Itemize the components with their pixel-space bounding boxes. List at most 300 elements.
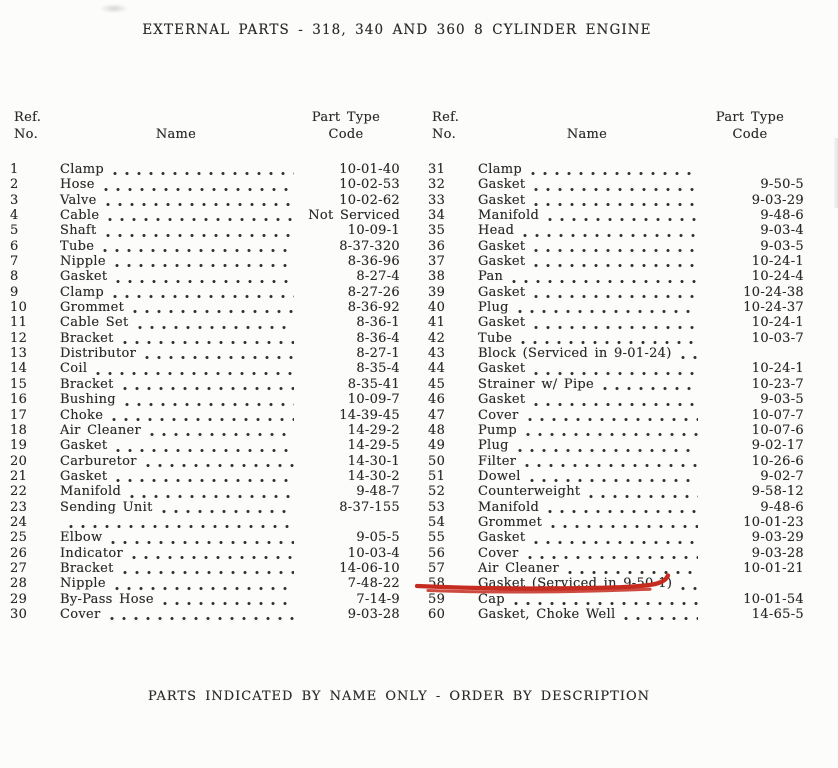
part-name: Plug (478, 438, 509, 454)
table-row (8, 454, 400, 469)
part-name: Gasket (478, 361, 526, 377)
ref-no: 23 (10, 499, 28, 515)
dot-leader (119, 392, 294, 407)
dot-leader (117, 331, 294, 346)
table-row (8, 254, 400, 269)
ref-no: 43 (428, 346, 446, 362)
ref-header-line1: Ref. (432, 110, 460, 125)
ref-no: 28 (10, 576, 28, 592)
table-row (426, 331, 804, 346)
part-name: Gasket (Serviced in 9-50-1) (478, 576, 673, 592)
part-name: Hose (60, 177, 95, 193)
part-type-code: 10-23-7 (751, 376, 804, 392)
part-name: Gasket (478, 530, 526, 546)
ref-no: 24 (10, 514, 28, 530)
part-type-code: 9-05-5 (356, 530, 400, 546)
table-row (8, 208, 400, 223)
part-name: Gasket (478, 177, 526, 193)
table-row (426, 285, 804, 300)
dot-leader (528, 285, 698, 300)
dot-leader (675, 576, 698, 591)
ref-no: 18 (10, 422, 28, 438)
table-row (8, 530, 400, 545)
ref-no: 40 (428, 300, 446, 316)
part-type-code: 9-50-5 (760, 177, 804, 193)
part-name: Cable (60, 208, 100, 224)
table-row (8, 500, 400, 515)
part-type-code: 10-09-1 (347, 223, 400, 239)
part-name: Carburetor (60, 453, 137, 469)
part-type-code: 10-03-4 (347, 545, 400, 561)
table-row (426, 300, 804, 315)
table-row (426, 392, 804, 407)
ref-no: 55 (428, 530, 446, 546)
dot-leader (98, 177, 294, 192)
table-row (426, 239, 804, 254)
table-row (8, 239, 400, 254)
ref-no: 1 (10, 162, 19, 177)
table-row (426, 546, 804, 561)
table-row (426, 500, 804, 515)
dot-leader (522, 408, 698, 423)
ref-no: 17 (10, 407, 28, 423)
dot-leader (675, 346, 698, 361)
part-name: Nipple (60, 254, 106, 270)
table-row (8, 469, 400, 484)
part-type-code: 9-03-29 (751, 530, 804, 546)
code-header-line1: Part Type (311, 110, 381, 125)
dot-leader (109, 576, 294, 591)
part-type-code: 9-03-5 (760, 238, 804, 254)
part-name: Choke (60, 407, 104, 423)
table-row (8, 515, 400, 530)
dot-leader (508, 592, 698, 607)
part-type-code: 8-35-41 (347, 376, 400, 392)
ref-no: 26 (10, 545, 28, 561)
ref-no: 46 (428, 392, 446, 408)
table-row (426, 423, 804, 438)
part-type-code: 8-27-26 (347, 284, 400, 300)
ref-no: 31 (428, 162, 446, 177)
scan-artifact-edge (833, 138, 838, 208)
table-row (426, 469, 804, 484)
ref-no: 38 (428, 269, 446, 285)
dot-leader (522, 546, 698, 561)
ref-no: 35 (428, 223, 446, 239)
part-type-code-header (292, 110, 400, 143)
ref-header-line2: No. (432, 126, 457, 142)
table-row (426, 223, 804, 238)
dot-leader (117, 561, 294, 576)
dot-leader (528, 193, 698, 208)
part-name: Bracket (60, 330, 114, 346)
dot-leader (107, 162, 294, 177)
dot-leader (528, 530, 698, 545)
dot-leader (90, 361, 294, 376)
part-type-code: 14-39-45 (339, 407, 400, 423)
dot-leader (528, 315, 698, 330)
ref-no: 49 (428, 438, 446, 454)
part-type-code: 10-03-7 (751, 330, 804, 346)
table-row (8, 285, 400, 300)
dot-leader (105, 530, 294, 545)
part-type-code: 8-36-92 (347, 300, 400, 316)
table-row (426, 484, 804, 499)
ref-no: 7 (10, 254, 19, 270)
part-name: Dowel (478, 468, 521, 484)
dot-leader (139, 346, 294, 361)
part-type-code: 8-35-4 (356, 361, 400, 377)
ref-no: 34 (428, 208, 446, 224)
dot-leader (127, 300, 294, 315)
part-type-code-header (696, 110, 804, 143)
part-type-code: 9-03-5 (760, 392, 804, 408)
ref-no-header (8, 110, 60, 143)
part-type-code: 10-07-7 (751, 407, 804, 423)
ref-no: 20 (10, 453, 28, 469)
ref-no: 3 (10, 192, 19, 208)
part-type-code: 10-24-1 (751, 315, 804, 331)
dot-leader (156, 500, 294, 515)
part-name: Pan (478, 269, 504, 285)
part-type-code: 9-58-12 (751, 484, 804, 500)
ref-header-line2: No. (14, 126, 39, 142)
table-row (426, 408, 804, 423)
table-row (8, 438, 400, 453)
part-type-code: 9-48-6 (760, 499, 804, 515)
part-name: Manifold (60, 484, 122, 500)
dot-leader (515, 331, 698, 346)
part-type-code: 8-37-155 (339, 499, 400, 515)
part-type-code: 10-24-1 (751, 254, 804, 270)
parts-table-right (426, 110, 804, 622)
dot-leader (545, 515, 698, 530)
table-row (8, 162, 400, 177)
table-rows-left (8, 162, 400, 622)
part-name: Cover (60, 606, 101, 622)
part-name: Gasket, Choke Well (478, 606, 616, 622)
part-name: Clamp (60, 284, 105, 300)
dot-leader (519, 454, 698, 469)
dot-leader (140, 454, 294, 469)
table-row (8, 346, 400, 361)
table-row (426, 361, 804, 376)
dot-leader (528, 177, 698, 192)
part-type-code: 10-07-6 (751, 422, 804, 438)
part-type-code: 8-36-1 (356, 315, 400, 331)
ref-no: 47 (428, 407, 446, 423)
part-name: Head (478, 223, 515, 239)
dot-leader (117, 377, 294, 392)
table-row (8, 223, 400, 238)
dot-leader (110, 438, 294, 453)
dot-leader (110, 469, 294, 484)
dot-leader (100, 193, 294, 208)
name-header: Name (155, 126, 197, 142)
dot-leader (100, 223, 294, 238)
table-row (8, 392, 400, 407)
ref-no: 12 (10, 330, 28, 346)
part-type-code: 8-27-4 (356, 269, 400, 285)
dot-leader (506, 269, 698, 284)
dot-leader (109, 254, 294, 269)
scan-artifact-smudge (100, 4, 128, 13)
ref-no: 36 (428, 238, 446, 254)
part-name: Strainer w/ Pipe (478, 376, 595, 392)
code-header-line1: Part Type (715, 110, 785, 125)
part-name: Grommet (60, 300, 125, 316)
dot-leader (124, 484, 294, 499)
table-row (426, 315, 804, 330)
part-type-code: 14-29-5 (347, 438, 400, 454)
table-row (8, 300, 400, 315)
dot-leader (528, 361, 698, 376)
part-name: Cable Set (60, 315, 129, 331)
table-row (426, 607, 804, 622)
dot-leader (528, 239, 698, 254)
dot-leader (97, 239, 294, 254)
code-header-line2: Code (732, 126, 768, 142)
ref-no: 10 (10, 300, 28, 316)
ref-no: 9 (10, 284, 19, 300)
table-row (8, 408, 400, 423)
table-row (426, 561, 804, 576)
ref-no: 14 (10, 361, 28, 377)
name-header: Name (566, 126, 608, 142)
part-name: By-Pass Hose (60, 591, 154, 607)
table-row (8, 561, 400, 576)
dot-leader (110, 269, 294, 284)
part-type-code: 10-24-38 (743, 284, 804, 300)
part-name: Cap (478, 591, 505, 607)
dot-leader (107, 285, 294, 300)
ref-no: 50 (428, 453, 446, 469)
dot-leader (542, 500, 698, 515)
part-name: Tube (478, 330, 513, 346)
part-type-code: 7-48-22 (347, 576, 400, 592)
part-name: Gasket (60, 269, 108, 285)
part-type-code: 14-30-1 (347, 453, 400, 469)
part-name: Sending Unit (60, 499, 153, 515)
part-type-code: 9-48-6 (760, 208, 804, 224)
dot-leader (512, 300, 698, 315)
part-type-code: 10-24-4 (751, 269, 804, 285)
parts-tables (8, 110, 804, 622)
table-row (8, 546, 400, 561)
ref-no: 41 (428, 315, 446, 331)
table-row (8, 331, 400, 346)
part-type-code: 9-03-4 (760, 223, 804, 239)
part-name: Grommet (478, 514, 543, 530)
dot-leader (524, 469, 698, 484)
dot-leader (583, 484, 698, 499)
ref-no: 19 (10, 438, 28, 454)
ref-no: 15 (10, 376, 28, 392)
dot-leader (597, 377, 698, 392)
part-type-code: 10-02-53 (339, 177, 400, 193)
dot-leader (520, 423, 698, 438)
dot-leader (132, 315, 294, 330)
part-type-code: 10-24-1 (751, 361, 804, 377)
part-name: Manifold (478, 499, 540, 515)
part-type-code: 9-02-17 (751, 438, 804, 454)
dot-leader (63, 515, 294, 530)
ref-no: 59 (428, 591, 446, 607)
part-name: Gasket (478, 192, 526, 208)
part-type-code: 7-14-9 (356, 591, 400, 607)
dot-leader (106, 408, 294, 423)
table-row (8, 423, 400, 438)
table-row (8, 607, 400, 622)
part-name: Indicator (60, 545, 123, 561)
part-name: Plug (478, 300, 509, 316)
part-type-code: 9-48-7 (356, 484, 400, 500)
ref-no: 60 (428, 606, 446, 622)
ref-no: 11 (10, 315, 28, 331)
part-type-code: 10-09-7 (347, 392, 400, 408)
part-type-code: 8-27-1 (356, 346, 400, 362)
part-name: Air Cleaner (60, 422, 142, 438)
part-name: Bracket (60, 376, 114, 392)
ref-no: 57 (428, 560, 446, 576)
part-type-code: 8-36-96 (347, 254, 400, 270)
part-type-code: Not Serviced (308, 208, 400, 224)
part-name: Gasket (60, 468, 108, 484)
part-name: Air Cleaner (478, 560, 560, 576)
part-name: Nipple (60, 576, 106, 592)
ref-no: 16 (10, 392, 28, 408)
ref-no: 44 (428, 361, 446, 377)
dot-leader (528, 254, 698, 269)
dot-leader (512, 438, 698, 453)
dot-leader (525, 162, 698, 177)
ref-no: 53 (428, 499, 446, 515)
dot-leader (144, 423, 294, 438)
part-name: Distributor (60, 346, 137, 362)
part-name: Gasket (478, 238, 526, 254)
part-type-code: 14-65-5 (751, 606, 804, 622)
part-type-code: 10-01-54 (743, 591, 804, 607)
table-row (426, 208, 804, 223)
dot-leader (104, 607, 294, 622)
table-rows-right (426, 162, 804, 622)
part-name: Gasket (478, 392, 526, 408)
ref-no: 29 (10, 591, 28, 607)
ref-no: 4 (10, 208, 19, 224)
table-row (426, 162, 804, 177)
part-name: Bushing (60, 392, 116, 408)
table-row (426, 254, 804, 269)
table-header-right (426, 110, 804, 143)
ref-no: 22 (10, 484, 28, 500)
ref-no: 37 (428, 254, 446, 270)
dot-leader (157, 592, 294, 607)
dot-leader (542, 208, 698, 223)
part-name: Cover (478, 545, 519, 561)
table-row (426, 515, 804, 530)
part-name: Coil (60, 361, 88, 377)
table-header-left (8, 110, 400, 143)
page-footer: PARTS INDICATED BY NAME ONLY - ORDER BY DESCRIPTION (147, 689, 651, 704)
part-type-code: 10-02-62 (339, 192, 400, 208)
part-name: Manifold (478, 208, 540, 224)
ref-no: 8 (10, 269, 19, 285)
dot-leader (618, 607, 698, 622)
ref-no: 32 (428, 177, 446, 193)
part-type-code: 10-01-40 (339, 162, 400, 177)
part-name: Cover (478, 407, 519, 423)
parts-table-left (8, 110, 400, 622)
table-row (426, 177, 804, 192)
part-name: Gasket (478, 315, 526, 331)
table-row (426, 438, 804, 453)
part-type-code: 14-30-2 (347, 468, 400, 484)
part-name: Pump (478, 422, 517, 438)
table-row (426, 377, 804, 392)
dot-leader (517, 223, 698, 238)
table-row (8, 592, 400, 607)
part-name: Counterweight (478, 484, 581, 500)
table-row (8, 177, 400, 192)
part-name: Bracket (60, 560, 114, 576)
part-type-code: 9-03-28 (347, 606, 400, 622)
part-name: Gasket (478, 254, 526, 270)
part-type-code: 10-01-23 (743, 514, 804, 530)
ref-no: 45 (428, 376, 446, 392)
part-name: Gasket (60, 438, 108, 454)
ref-no: 6 (10, 238, 19, 254)
part-name: Gasket (478, 284, 526, 300)
part-type-code: 8-37-320 (339, 238, 400, 254)
ref-no: 13 (10, 346, 28, 362)
part-type-code: 8-36-4 (356, 330, 400, 346)
ref-no: 25 (10, 530, 28, 546)
ref-no: 5 (10, 223, 19, 239)
part-name: Elbow (60, 530, 103, 546)
part-name: Tube (60, 238, 95, 254)
part-type-code: 10-26-6 (751, 453, 804, 469)
ref-header-line1: Ref. (14, 110, 42, 125)
table-row (426, 193, 804, 208)
ref-no: 39 (428, 284, 446, 300)
part-type-code: 14-06-10 (339, 560, 400, 576)
table-row (8, 361, 400, 376)
table-row (8, 193, 400, 208)
table-row (8, 315, 400, 330)
part-type-code: 9-03-29 (751, 192, 804, 208)
ref-no: 27 (10, 560, 28, 576)
part-type-code: 10-24-37 (743, 300, 804, 316)
ref-no: 56 (428, 545, 446, 561)
table-row (426, 269, 804, 284)
ref-no: 2 (10, 177, 19, 193)
part-name: Valve (60, 192, 97, 208)
page-title: EXTERNAL PARTS - 318, 340 AND 360 8 CYLINDER ENGINE (142, 22, 652, 38)
dot-leader (126, 546, 294, 561)
ref-no: 21 (10, 468, 28, 484)
part-name: Clamp (478, 162, 523, 177)
part-type-code: 10-01-21 (743, 560, 804, 576)
table-row (8, 377, 400, 392)
table-row (8, 269, 400, 284)
ref-no: 58 (428, 576, 446, 592)
part-type-code: 14-29-2 (347, 422, 400, 438)
ref-no: 54 (428, 514, 446, 530)
dot-leader (102, 208, 294, 223)
table-row (426, 454, 804, 469)
dot-leader (562, 561, 698, 576)
ref-no-header (426, 110, 478, 143)
